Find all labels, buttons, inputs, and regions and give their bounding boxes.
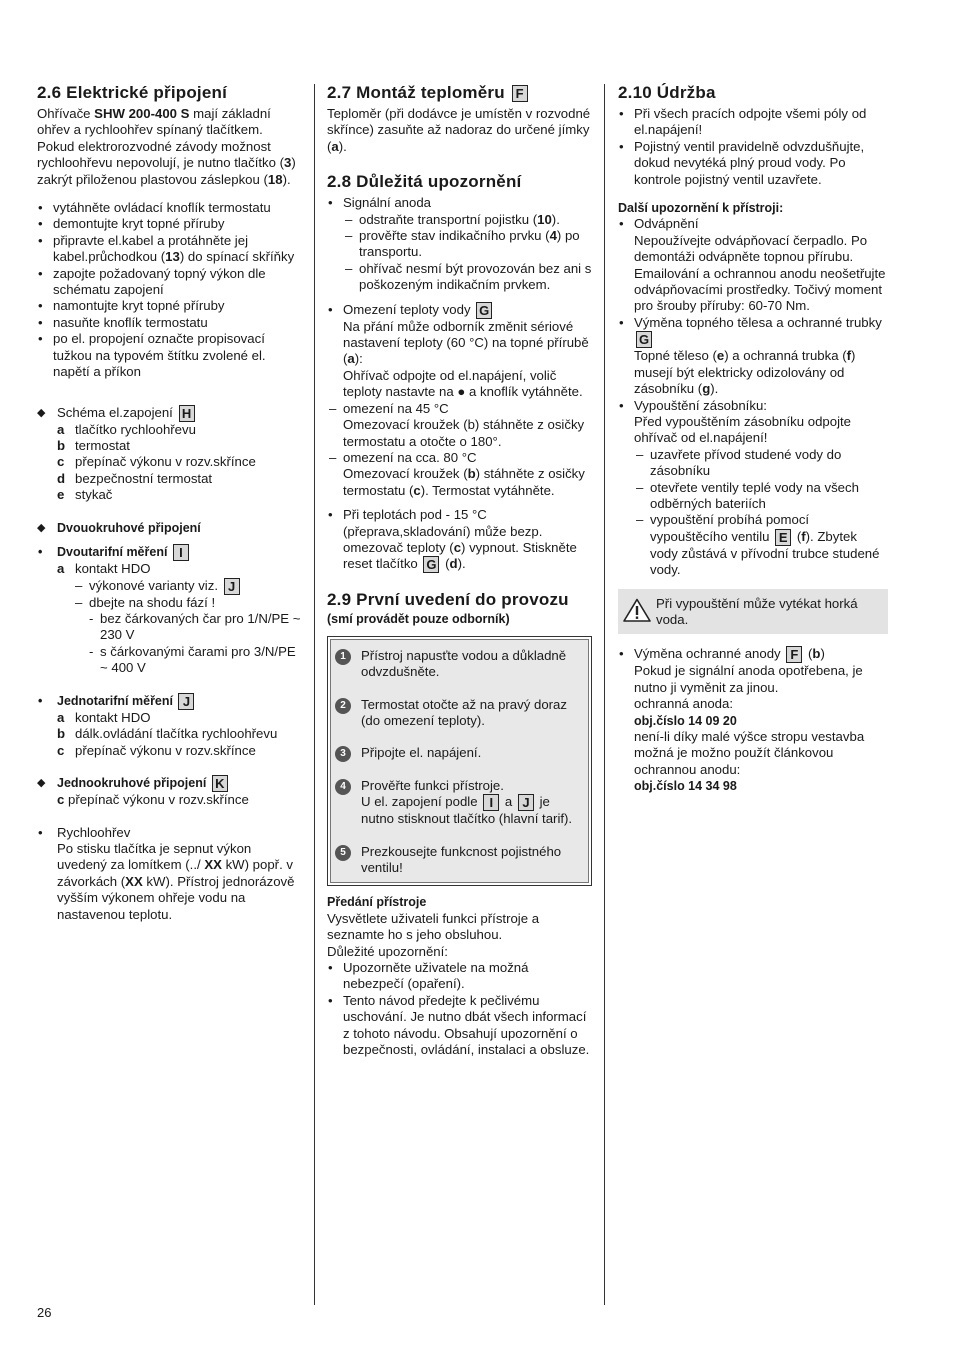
single-tariff-heading xyxy=(37,693,303,710)
para-text: ) stáhněte z osičky termostatu ( xyxy=(343,466,585,498)
figure-ref-icon: I xyxy=(483,794,499,811)
figure-ref-icon: I xyxy=(173,544,189,561)
para-text: ( xyxy=(793,528,802,544)
item-text: ochranná anoda: xyxy=(634,696,733,712)
handover-list xyxy=(327,960,592,1058)
item-text: s čárkovanými čarami pro 3/N/PE ~ 400 V xyxy=(100,643,296,676)
para-text: ). xyxy=(710,381,719,397)
item-text xyxy=(343,466,592,499)
legend-text: dálk.ovládání tlačítka rychloohřevu xyxy=(75,726,278,742)
list-item: • demontujte kryt topné příruby xyxy=(37,216,303,232)
item-title: Výměna ochranné anody xyxy=(634,646,781,662)
model-name: SHW 200-400 S xyxy=(94,106,190,121)
legend-key: a xyxy=(57,561,65,577)
handover-title: Předání přístroje xyxy=(327,895,427,910)
quick-heat-title: • Rychloohřev xyxy=(37,825,303,841)
para-text: Omezovací kroužek ( xyxy=(343,466,468,482)
warning-text: Při vypouštění může vytékat horká voda. xyxy=(656,595,858,627)
list-item: • Tento návod předejte k pečlivému uschování. Je nutno dbát všech informací z tohoto návodu. Obsahují upozornění o bezpečnosti, ovládání, instalaci a obsluze. xyxy=(327,993,592,1059)
legend-item xyxy=(57,471,303,487)
item-text: prověřte stav indikačního prvku ( xyxy=(359,228,550,244)
legend-item xyxy=(57,743,303,759)
para-text: ( xyxy=(441,556,450,572)
heading-text: Schéma el.zapojení xyxy=(57,404,173,420)
title-text: 2.7 Montáž teploměru xyxy=(327,83,505,102)
para-text: ) xyxy=(820,646,825,662)
para-text: U el. zapojení podle xyxy=(361,794,478,810)
step-text: Prověřte funkci přístroje. xyxy=(361,777,504,793)
section-2-7-title xyxy=(327,82,592,104)
column-2 xyxy=(327,82,592,1059)
handover-note: Důležité upozornění: xyxy=(327,943,448,959)
limit-45-item xyxy=(327,401,592,450)
power-code: XX xyxy=(125,873,143,889)
figure-ref-icon: H xyxy=(179,405,195,422)
drain-steps xyxy=(634,447,888,579)
legend-text: termostat xyxy=(75,437,130,453)
step-text: Prezkousejte funkcnost pojistného ventilu! xyxy=(361,843,562,876)
section-2-9-title: 2.9 První uvedení do provozu xyxy=(327,590,569,610)
para-text: Po stisku tlačítka je sepnut výkon uvedený za lomítkem (../ xyxy=(57,841,252,873)
item-text: Omezovací kroužek (b) stáhněte z osičky termostatu a otočte o 180°. xyxy=(343,417,585,449)
legend-text: přepínač výkonu v rozv.skřínce xyxy=(75,742,256,758)
dash-item xyxy=(634,512,888,578)
dash-item xyxy=(343,212,592,228)
power-code: XX xyxy=(204,857,222,873)
dash-item: – otevřete ventily teplé vody na všech odběrných bateriích xyxy=(634,480,888,513)
legend-key: c xyxy=(57,792,65,808)
item-text: Nepoužívejte odvápňovací čerpadlo. Po demontáži odvápněte topnou přírubu. Emailování a ochrannou anodu neošetřujte odvápňovacími prostředky. Točivý moment pro šrouby příruby: 60-70 Nm. xyxy=(634,232,886,314)
list-item: • vytáhněte ovládací knoflík termostatu xyxy=(37,200,303,216)
intro-text: ) zakrýt přiloženou plastovou záslepkou ( xyxy=(37,155,296,187)
item-text: není-li díky malé výšce stropu vestavba možná je možno použít článkovou ochrannou anodu: xyxy=(634,729,865,777)
legend-key: c xyxy=(57,454,65,470)
legend-item xyxy=(57,487,303,503)
legend-key: b xyxy=(57,726,66,742)
heading-text: Dvoutarifní měření xyxy=(57,544,168,559)
intro-text: ). xyxy=(282,171,291,187)
figure-ref-icon: K xyxy=(212,775,228,792)
legend-text: stykač xyxy=(75,487,113,503)
temp-limit-text: Ohřívač odpojte od el.napájení, volič teploty nastavte na ● a knoflík vytáhněte. xyxy=(343,367,583,400)
order-number: obj.číslo 14 34 98 xyxy=(634,779,737,794)
legend-key: b xyxy=(812,646,821,662)
para-text: ). Termostat vytáhněte. xyxy=(420,482,555,498)
legend-key: c xyxy=(413,482,421,498)
figure-ref-icon: G xyxy=(476,302,492,319)
para-text: ). xyxy=(338,138,347,154)
step-number-icon: 4 xyxy=(335,779,351,795)
quick-heat-text xyxy=(37,841,303,923)
para-text: kW) popř. v závorkách ( xyxy=(57,857,293,889)
limit-80-item xyxy=(327,450,592,499)
hot-water-warning xyxy=(618,589,888,635)
figure-ref-icon: J xyxy=(224,578,240,595)
item-text xyxy=(634,348,888,397)
dash-item: – uzavřete přívod studené vody do zásobníku xyxy=(634,447,888,480)
figure-ref-icon: F xyxy=(786,646,802,663)
legend-item xyxy=(57,710,303,726)
para-text: ( xyxy=(804,646,813,662)
list-item xyxy=(37,233,303,266)
legend-key: e xyxy=(716,348,725,364)
order-number: obj.číslo 14 09 20 xyxy=(634,713,737,728)
ref-number: 18 xyxy=(267,171,283,187)
step-number-icon: 5 xyxy=(335,845,351,861)
step-number-icon: 2 xyxy=(335,698,351,714)
item-text: ). xyxy=(551,211,560,227)
frost-item xyxy=(327,507,592,573)
para-text: ) musejí být elektricky odizolovány od zásobníku ( xyxy=(634,348,856,397)
ref-number: 10 xyxy=(537,211,552,227)
dual-circuit-heading: ◆ Dvouokruhové připojení xyxy=(37,520,303,536)
para-text: ): xyxy=(354,351,363,367)
section-2-6-title: 2.6 Elektrické připojení xyxy=(37,83,227,102)
heater-replace-item xyxy=(618,315,888,398)
page-number: 26 xyxy=(37,1305,52,1320)
legend-item xyxy=(57,726,303,742)
dual-tariff-items xyxy=(37,561,303,676)
warning-triangle-icon xyxy=(623,598,651,622)
section-2-8-title: 2.8 Důležitá upozornění xyxy=(327,172,522,192)
legend-text: kontakt HDO xyxy=(75,709,151,725)
column-1 xyxy=(37,82,303,923)
para-text: ) vypnout. Stiskněte reset tlačítko xyxy=(343,539,577,572)
single-tariff-items xyxy=(37,710,303,759)
legend-key: e xyxy=(57,487,65,503)
commissioning-steps-box xyxy=(327,636,592,887)
legend-key: f xyxy=(846,348,852,364)
drain-item xyxy=(618,398,888,447)
dash-item: – ohřívač nesmí být provozován bez ani s poškozeným indikačním prvkem. xyxy=(343,261,592,294)
dual-tariff-heading xyxy=(37,544,303,561)
legend-key: d xyxy=(57,470,66,486)
figure-ref-icon: F xyxy=(512,85,528,102)
descaling-item xyxy=(618,216,888,314)
item-text: výkonové varianty viz. xyxy=(89,577,218,593)
legend-key: c xyxy=(453,539,462,555)
handover-text: Vysvětlete uživateli funkci přístroje a seznamte ho s jeho obsluhou. xyxy=(327,910,540,943)
step-item xyxy=(335,697,582,730)
para-text: Na přání může odborník změnit sériové nastavení teploty (60 °C) na topné přírubě ( xyxy=(343,318,589,367)
step-number-icon: 3 xyxy=(335,746,351,762)
para-text: je nutno stisknout tlačítko (hlavní tarif). xyxy=(361,794,573,827)
sub-item: - s čárkovanými čarami pro 3/N/PE ~ 400 V xyxy=(89,643,296,676)
legend-item xyxy=(57,422,303,438)
temp-limit-title xyxy=(327,302,592,319)
item-text: odstraňte transportní pojistku ( xyxy=(359,211,538,227)
column-divider-1 xyxy=(314,84,315,1305)
intro-text: Ohřívače xyxy=(37,106,95,121)
figure-ref-icon: J xyxy=(178,693,194,710)
ref-number: 4 xyxy=(549,228,557,244)
item-text: Pokud je signální anoda opotřebena, je nutno ji vyměnit za jinou. xyxy=(634,663,863,695)
legend-key: d xyxy=(449,556,458,572)
sub-item: - bez čárkovaných čar pro 1/N/PE ~ 230 V xyxy=(89,610,301,643)
figure-ref-icon: J xyxy=(518,794,534,811)
item-text: bez čárkovaných čar pro 1/N/PE ~ 230 V xyxy=(100,610,301,643)
step-item xyxy=(335,745,582,761)
heading-text: Jednookruhové připojení xyxy=(57,776,207,791)
step-item xyxy=(335,844,582,877)
list-item: • Při všech pracích odpojte všemi póly od el.napájení! xyxy=(618,106,888,139)
item-text: připravte el.kabel a protáhněte jej kabel.průchodkou ( xyxy=(53,232,249,265)
legend-text: kontakt HDO xyxy=(75,561,151,577)
para-text: Při teplotách pod - 15 °C (přeprava,skladování) může bezp. omezovač teploty ( xyxy=(343,507,543,555)
item-text: ) do spínací skříňky xyxy=(179,249,295,265)
item-text: Omezení teploty vody xyxy=(343,301,471,317)
item-title: • Odvápnění xyxy=(634,216,699,232)
para-text: vypouštění probíhá pomocí vypouštěcího ventilu xyxy=(650,512,810,544)
step-item xyxy=(335,648,582,681)
para-text: ). xyxy=(457,556,466,572)
section-2-9-subtitle: (smí provádět pouze odborník) xyxy=(327,612,510,627)
legend-key: c xyxy=(57,742,65,758)
legend-text: tlačítko rychloohřevu xyxy=(75,421,196,437)
item-text: ) po transportu. xyxy=(359,228,580,260)
legend-item xyxy=(37,792,303,808)
legend-key: a xyxy=(347,351,355,367)
anode-replace-item xyxy=(618,646,888,794)
steps-inner xyxy=(330,639,589,884)
item-title: • Vypouštění zásobníku: xyxy=(634,397,767,413)
figure-ref-icon: G xyxy=(636,331,652,348)
legend-key: b xyxy=(57,437,66,453)
item-text: – omezení na cca. 80 °C xyxy=(343,449,477,465)
list-item: • nasuňte knoflík termostatu xyxy=(37,315,303,331)
para-text: ) a ochranná trubka ( xyxy=(724,348,847,364)
intro-text: mají základní ohřev a rychloohřev spínaný tlačítkem. Pokud elektrorozvodné závody možnost rychloohřevu nepovolují, je nutno tlačítko ( xyxy=(37,106,285,171)
list-item: • Upozorněte uživatele na možná nebezpečí (opaření). xyxy=(327,960,592,993)
maintenance-list xyxy=(618,106,888,188)
step-text: Připojte el. napájení. xyxy=(361,745,482,761)
list-item: • po el. propojení označte propisovací tužkou na typovém štítku zvolené el. napětí a příkon xyxy=(37,331,303,380)
legend-item xyxy=(57,438,303,454)
item-text: – omezení na 45 °C xyxy=(343,400,449,416)
section-2-6-intro xyxy=(37,106,303,188)
para-text: kW). Přístroj jednorázově vyšším výkonem ohřeje vodu na nastavenou teplotu. xyxy=(57,873,295,922)
para-text: Teploměr (při dodávce je umístěn v rozvodné skřínce) zasuňte až nadoraz do určené jímky ( xyxy=(327,106,591,154)
legend-item xyxy=(57,561,303,577)
single-circuit-heading xyxy=(37,775,303,792)
ref-number: 13 xyxy=(165,249,180,265)
step-item xyxy=(335,778,582,828)
dash-item xyxy=(343,228,592,261)
legend-text: přepínač výkonu v rozv.skřínce xyxy=(68,792,249,808)
step-text: Termostat otočte až na pravý doraz (do omezení teploty). xyxy=(361,696,567,728)
dash-item: – dbejte na shodu fází ! xyxy=(73,595,303,611)
legend-text: přepínač výkonu v rozv.skřínce xyxy=(75,454,256,470)
install-steps-list xyxy=(37,200,303,380)
anode-items xyxy=(343,212,592,294)
legend-key: a xyxy=(57,421,65,437)
step-number-icon: 1 xyxy=(335,649,351,665)
column-divider-2 xyxy=(604,84,605,1305)
item-text: Před vypouštěním zásobníku odpojte ohřívač od el.napájení! xyxy=(634,413,851,446)
item-title: Výměna topného tělesa a ochranné trubky xyxy=(634,314,882,330)
legend-key: g xyxy=(702,381,711,397)
para-text: ). Zbytek vody zůstává v přívodní trubce studené vody. xyxy=(650,528,880,578)
legend-key: b xyxy=(467,466,476,482)
figure-ref-icon: G xyxy=(423,556,439,573)
list-item: • Pojistný ventil pravidelně odvzdušňujte, dokud nevytéká plný proud vody. Po kontrole pojistný ventil uzavřete. xyxy=(618,139,888,188)
temp-limit-text xyxy=(327,319,592,368)
legend-text: bezpečnostní termostat xyxy=(75,470,213,486)
dash-item xyxy=(73,578,303,595)
figure-ref-icon: E xyxy=(775,529,791,546)
section-2-7-text xyxy=(327,106,592,155)
legend-key: a xyxy=(331,138,339,154)
column-3 xyxy=(618,82,888,795)
para-text: Topné těleso ( xyxy=(634,348,717,364)
legend-key: a xyxy=(57,709,65,725)
further-notes-title: Další upozornění k přístroji: xyxy=(618,201,784,216)
ref-number: 3 xyxy=(284,155,292,171)
step-text: Přístroj napusťte vodou a důkladně odvzdušněte. xyxy=(361,647,567,680)
list-item: • namontujte kryt topné příruby xyxy=(37,298,303,314)
list-item: • zapojte požadovaný topný výkon dle schématu zapojení xyxy=(37,266,303,299)
legend-item xyxy=(57,454,303,470)
anode-title: • Signální anoda xyxy=(327,195,592,211)
heading-text: Jednotarifní měření xyxy=(57,693,173,708)
legend-key: f xyxy=(801,528,806,544)
para-text: a xyxy=(504,794,513,810)
step-text xyxy=(361,794,582,827)
wiring-diagram-heading xyxy=(37,405,303,422)
wiring-legend xyxy=(37,422,303,504)
section-2-10-title: 2.10 Údržba xyxy=(618,83,716,102)
